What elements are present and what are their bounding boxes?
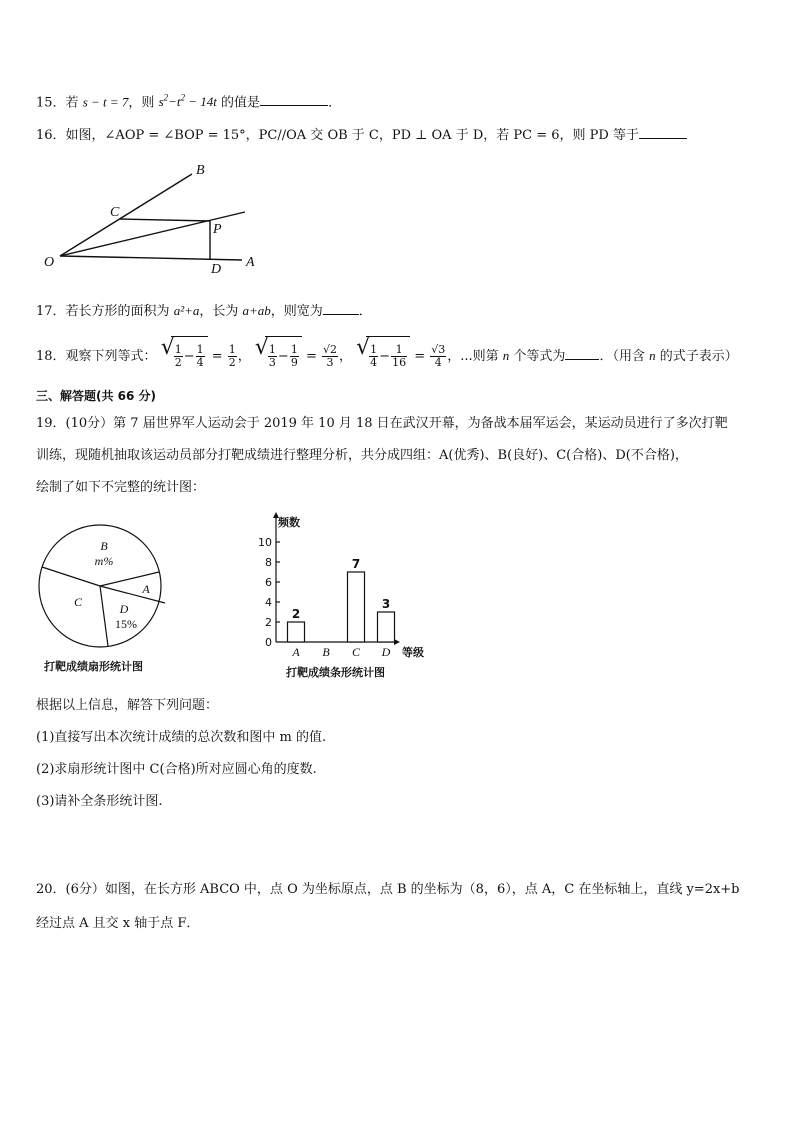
- segment-pc: [120, 219, 210, 221]
- q15-condition: s − t = 7: [82, 94, 129, 110]
- bar: [348, 572, 365, 642]
- y-axis-label: 频数: [278, 516, 300, 529]
- question-16: 16．如图，∠AOP = ∠BOP = 15°，PC//OA 交 OB 于 C，PD ⊥ OA 于 D，若 PC = 6，则 PD 等于: [36, 124, 687, 146]
- label-o: O: [44, 255, 55, 270]
- y-tick-label: 8: [265, 556, 272, 569]
- x-tick-label: C: [351, 645, 361, 658]
- y-tick-label: 2: [265, 616, 272, 629]
- label-c: C: [110, 205, 120, 220]
- angle-figure: [30, 158, 270, 278]
- question-19-line-1: 19．(10分）第 7 届世界军人运动会于 2019 年 10 月 18 日在武汉开幕，为备战本届军运会，某运动员进行了多次打靶: [36, 416, 728, 431]
- question-17: 17．若长方形的面积为 a²+a，长为 a+ab，则宽为 ．: [36, 300, 372, 322]
- section-heading: 三、解答题(共 66 分): [36, 389, 157, 403]
- question-19-line-2: 训练，现随机抽取该运动员部分打靶成绩进行整理分析，共分成四组：A(优秀)、B(良好)、C(合格)、D(不合格)，: [36, 448, 688, 463]
- label-d: D: [211, 262, 222, 277]
- answer-blank: [565, 345, 599, 360]
- question-20-line-1: 20．(6分）如图，在长方形 ABCO 中，点 O 为坐标原点，点 B 的坐标为（8，6），点 A，C 在坐标轴上，直线 y=2x+b: [36, 882, 740, 897]
- question-19-line-3: 绘制了如下不完整的统计图：: [36, 480, 206, 495]
- question-19-intro: 根据以上信息，解答下列问题：: [36, 698, 219, 713]
- question-19-sub-2: (2)求扇形统计图中 C(合格)所对应圆心角的度数.: [36, 762, 317, 777]
- data-label: 3: [381, 597, 391, 611]
- q15-expression: $s^2-t^2 - 14t$: [158, 93, 217, 110]
- x-tick-label: A: [292, 645, 300, 658]
- answer-blank: [639, 124, 687, 139]
- pie-label-a: A: [142, 582, 150, 596]
- y-tick-label: 10: [258, 536, 272, 549]
- equation-3: √ $\frac{1}{4}$ − $\frac{1}{16}$: [356, 336, 410, 377]
- answer-blank: [323, 300, 359, 315]
- pie-chart: [36, 522, 166, 652]
- y-tick-label: 0: [265, 636, 272, 649]
- question-15: 15．若 s − t = 7，则 $s^2-t^2 - 14t$ 的值是 ．: [36, 93, 342, 111]
- label-p: P: [213, 222, 222, 237]
- pie-label-b: B: [100, 539, 108, 553]
- pie-label-d: D: [119, 602, 129, 616]
- data-label: 7: [351, 557, 361, 571]
- x-tick-label: D: [381, 645, 391, 658]
- x-tick-label: B: [322, 645, 330, 658]
- y-tick-label: 6: [265, 576, 272, 589]
- equation-1: √ $\frac{1}{2}$ − $\frac{1}{4}$: [161, 336, 208, 377]
- equation-2: √ $\frac{1}{3}$ − $\frac{1}{9}$: [255, 336, 302, 377]
- question-20-line-2: 经过点 A 且交 x 轴于点 F．: [36, 916, 200, 931]
- question-19-sub-3: (3)请补全条形统计图.: [36, 794, 163, 809]
- pie-label-d-percent: 15%: [115, 617, 137, 631]
- bar: [378, 612, 395, 642]
- data-label: 2: [291, 607, 301, 621]
- y-tick-label: 4: [265, 596, 272, 609]
- bar: [288, 622, 305, 642]
- ray-oa: [60, 256, 242, 260]
- pie-label-m: m%: [94, 554, 114, 568]
- bar-chart: [252, 508, 442, 658]
- pie-label-c: C: [73, 595, 83, 609]
- question-19-sub-1: (1)直接写出本次统计成绩的总次数和图中 m 的值.: [36, 730, 327, 745]
- label-b: B: [196, 163, 205, 178]
- bar-caption: 打靶成绩条形统计图: [286, 666, 385, 679]
- answer-blank: [260, 91, 328, 106]
- label-a: A: [246, 255, 255, 270]
- question-18: 18．观察下列等式： √ $\frac{1}{2}$ − $\frac{1}{4}$ = $\frac{1}{2}$ ， √ $\frac{1}{3}$ − $\frac{1}{9}$ = $\frac{√2}{3}$ ， √ $\frac{1}{4}$ − $\frac{1}{16}$ = $\frac{√3}{4}$ ，...则第 n 个等式为 ．（用含 n 的式子表示）: [36, 336, 738, 377]
- pie-caption: 打靶成绩扇形统计图: [44, 660, 143, 673]
- ray-ob: [60, 174, 192, 256]
- x-axis-label: 等级: [402, 646, 424, 658]
